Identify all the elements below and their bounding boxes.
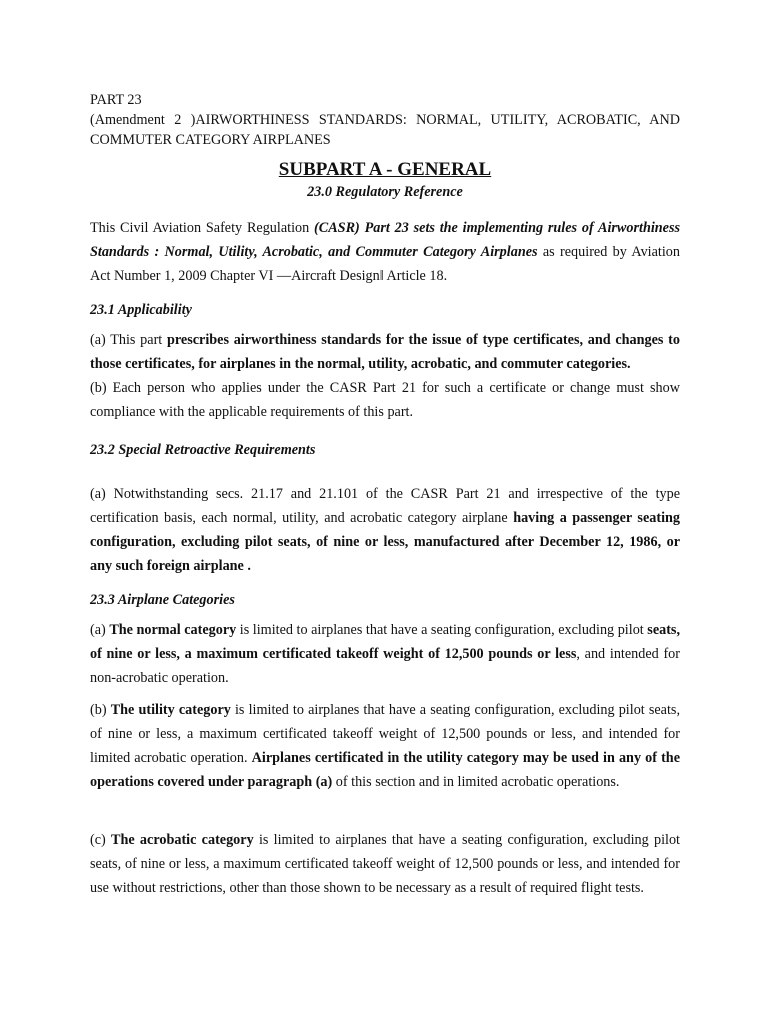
paragraph-23-3-b [90,698,680,794]
para-bold-text: The utility category [110,702,231,718]
section-heading-23-2: 23.2 Special Retroactive Requirements [90,442,316,458]
para-text: of this section and in limited acrobatic operations. [332,774,620,790]
para-bold-text: Airplanes certificated in the utility category may be used in any of the operations covered under paragraph (a) [90,750,680,790]
paragraph-23-3-c [90,828,680,900]
para-text: (a) [90,622,110,638]
section-heading-23-1: 23.1 Applicability [90,302,192,318]
paragraph-23-1-a [90,328,680,376]
section-heading-23-3: 23.3 Airplane Categories [90,592,235,608]
amendment-title: (Amendment 2 )AIRWORTHINESS STANDARDS: NORMAL, UTILITY, ACROBATIC, AND COMMUTER CATEGORY AIRPLANES [90,112,680,148]
para-bold-text: The normal category [109,622,237,638]
intro-paragraph [90,216,680,288]
intro-text-1: This Civil Aviation Safety Regulation [90,220,315,236]
para-text: (a) Notwithstanding secs. 21.17 and 21.101 of the CASR Part 21 and irrespective of the type certification basis, each normal, utility, and acrobatic category airplane [90,486,680,526]
subpart-subtitle: 23.0 Regulatory Reference [307,184,463,200]
para-bold-text: having a passenger seating configuration, excluding pilot seats, of nine or less, manufactured after December 12, 1986, or any such foreign airplane . [90,510,680,574]
document-body [90,90,680,900]
para-bold-text: seats, of nine or less, a maximum certificated takeoff weight of 12,500 pounds or less [90,622,681,662]
para-text: is limited to airplanes that have a seating configuration, excluding pilot [236,622,648,638]
intro-text-3: as required by Aviation Act Number 1, 2009 Chapter VI —Aircraft Design‖ Article 18. [90,244,680,284]
subpart-title: SUBPART A - GENERAL [278,159,492,180]
para-text: is limited to airplanes that have a seating configuration, excluding pilot seats, of nine or less, a maximum certificated takeoff weight of 12,500 pounds or less, and intended for limited acrobatic operation. [90,702,680,766]
intro-text-2: (CASR) Part 23 sets the implementing rules of Airworthiness Standards : Normal, Utility, Acrobatic, and Commuter Category Airplanes [90,220,681,260]
para-text: (c) [90,832,112,848]
para-text: is limited to airplanes that have a seating configuration, excluding pilot seats, of nine or less, a maximum certificated takeoff weight of 12,500 pounds or less, and intended for use without restrictions, other than those shown to be necessary as a result of required flight tests. [90,832,680,896]
paragraph-23-3-a [90,618,680,690]
part-label: PART 23 [90,92,142,108]
para-text: (a) This part [90,332,167,348]
para-text: (b) [90,702,111,718]
para-bold-text: prescribes airworthiness standards for the issue of type certificates, and changes to those certificates, for airplanes in the normal, utility, acrobatic, and commuter categories. [90,332,680,372]
para-bold-text: The acrobatic category [111,832,254,848]
paragraph-23-1-b: (b) Each person who applies under the CASR Part 21 for such a certificate or change must show compliance with the applicable requirements of this part. [90,380,680,420]
para-text: , and intended for non-acrobatic operation. [90,646,680,686]
paragraph-23-2-a [90,482,680,578]
